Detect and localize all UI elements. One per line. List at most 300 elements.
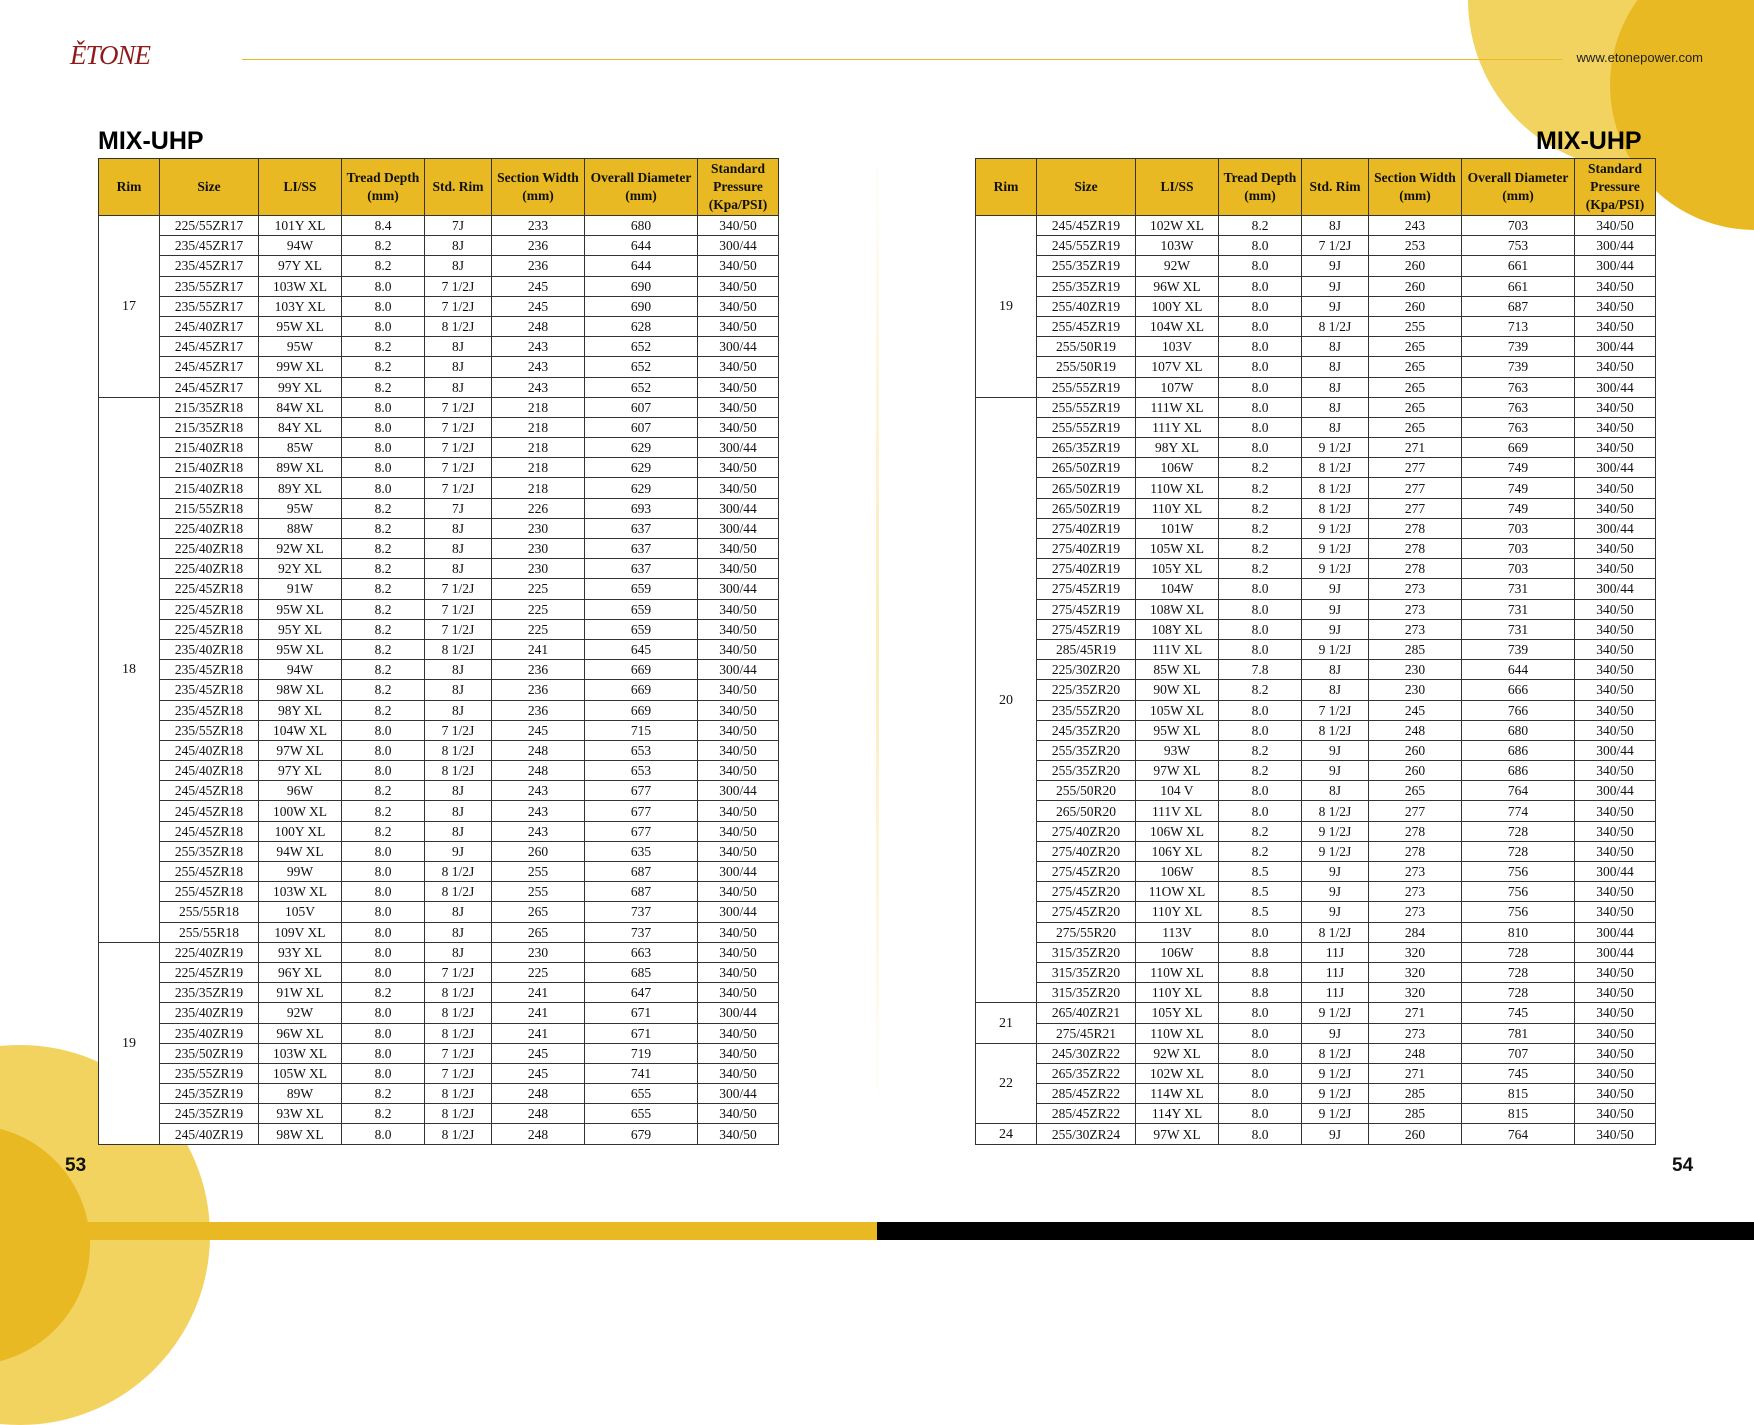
section-width-cell: 245: [492, 720, 585, 740]
table-row: [99, 296, 779, 316]
overall-diameter-cell: 713: [1462, 316, 1575, 336]
std-rim-cell: 8J: [425, 922, 492, 942]
pressure-cell: 340/50: [1575, 296, 1656, 316]
tread-depth-cell: 8.0: [1219, 1104, 1302, 1124]
pressure-cell: 340/50: [1575, 983, 1656, 1003]
section-width-cell: 248: [1369, 720, 1462, 740]
table-row: [976, 1084, 1656, 1104]
section-width-cell: 218: [492, 417, 585, 437]
table-row: [99, 942, 779, 962]
section-width-cell: 260: [1369, 296, 1462, 316]
tread-depth-cell: 8.2: [342, 680, 425, 700]
table-row: [99, 559, 779, 579]
size-cell: 225/30ZR20: [1037, 660, 1136, 680]
li-ss-cell: 96W XL: [259, 1023, 342, 1043]
li-ss-cell: 94W XL: [259, 841, 342, 861]
section-width-cell: 236: [492, 660, 585, 680]
std-rim-cell: 9 1/2J: [1302, 821, 1369, 841]
section-width-cell: 245: [492, 296, 585, 316]
li-ss-cell: 114W XL: [1136, 1084, 1219, 1104]
li-ss-cell: 101W: [1136, 518, 1219, 538]
std-rim-cell: 8 1/2J: [425, 1104, 492, 1124]
li-ss-cell: 97W XL: [1136, 761, 1219, 781]
tread-depth-cell: 8.0: [1219, 256, 1302, 276]
pressure-cell: 340/50: [1575, 1124, 1656, 1144]
pressure-cell: 340/50: [1575, 539, 1656, 559]
pressure-cell: 340/50: [698, 922, 779, 942]
overall-diameter-cell: 663: [585, 942, 698, 962]
table-row: [99, 619, 779, 639]
tread-depth-cell: 8.2: [342, 801, 425, 821]
pressure-cell: 300/44: [1575, 337, 1656, 357]
table-row: [976, 821, 1656, 841]
rim-cell: 20: [976, 397, 1037, 1003]
li-ss-cell: 99W: [259, 862, 342, 882]
size-cell: 255/35ZR20: [1037, 740, 1136, 760]
size-cell: 225/45ZR18: [160, 619, 259, 639]
size-cell: 275/40ZR19: [1037, 539, 1136, 559]
overall-diameter-cell: 686: [1462, 740, 1575, 760]
std-rim-cell: 9J: [1302, 862, 1369, 882]
section-width-cell: 284: [1369, 922, 1462, 942]
tread-depth-cell: 8.5: [1219, 882, 1302, 902]
tread-depth-cell: 8.2: [1219, 761, 1302, 781]
tread-depth-cell: 8.0: [1219, 639, 1302, 659]
overall-diameter-cell: 739: [1462, 357, 1575, 377]
section-width-cell: 271: [1369, 1063, 1462, 1083]
pressure-cell: 340/50: [698, 619, 779, 639]
overall-diameter-cell: 728: [1462, 821, 1575, 841]
overall-diameter-cell: 741: [585, 1063, 698, 1083]
size-cell: 225/40ZR18: [160, 539, 259, 559]
table-row: [99, 417, 779, 437]
col-header-size: Size: [1037, 159, 1136, 216]
tread-depth-cell: 8.0: [342, 1003, 425, 1023]
li-ss-cell: 103W: [1136, 236, 1219, 256]
overall-diameter-cell: 655: [585, 1104, 698, 1124]
table-row: [976, 639, 1656, 659]
size-cell: 235/45ZR18: [160, 680, 259, 700]
tread-depth-cell: 8.0: [342, 942, 425, 962]
li-ss-cell: 106Y XL: [1136, 841, 1219, 861]
section-width-cell: 260: [1369, 761, 1462, 781]
pressure-cell: 340/50: [1575, 417, 1656, 437]
section-width-cell: 285: [1369, 1084, 1462, 1104]
table-row: [976, 599, 1656, 619]
tread-depth-cell: 8.2: [342, 256, 425, 276]
li-ss-cell: 103Y XL: [259, 296, 342, 316]
li-ss-cell: 111W XL: [1136, 397, 1219, 417]
tread-depth-cell: 8.0: [342, 478, 425, 498]
table-row: [976, 357, 1656, 377]
overall-diameter-cell: 644: [585, 256, 698, 276]
overall-diameter-cell: 815: [1462, 1104, 1575, 1124]
pressure-cell: 340/50: [1575, 902, 1656, 922]
li-ss-cell: 92Y XL: [259, 559, 342, 579]
overall-diameter-cell: 637: [585, 559, 698, 579]
size-cell: 315/35ZR20: [1037, 942, 1136, 962]
li-ss-cell: 91W: [259, 579, 342, 599]
tread-depth-cell: 8.0: [1219, 276, 1302, 296]
std-rim-cell: 7 1/2J: [425, 276, 492, 296]
tread-depth-cell: 8.2: [342, 337, 425, 357]
overall-diameter-cell: 671: [585, 1003, 698, 1023]
overall-diameter-cell: 607: [585, 397, 698, 417]
pressure-cell: 340/50: [698, 841, 779, 861]
tread-depth-cell: 8.2: [342, 599, 425, 619]
li-ss-cell: 108Y XL: [1136, 619, 1219, 639]
col-header-standard-pressure: Standard Pressure (Kpa/PSI): [698, 159, 779, 216]
section-width-cell: 243: [1369, 216, 1462, 236]
table-row: [976, 539, 1656, 559]
li-ss-cell: 91W XL: [259, 983, 342, 1003]
size-cell: 275/45ZR20: [1037, 862, 1136, 882]
table-row: [99, 660, 779, 680]
table-row: [976, 720, 1656, 740]
table-row: [99, 216, 779, 236]
std-rim-cell: 9 1/2J: [1302, 639, 1369, 659]
li-ss-cell: 98Y XL: [1136, 438, 1219, 458]
section-width-cell: 236: [492, 256, 585, 276]
table-row: [99, 740, 779, 760]
rim-cell: 24: [976, 1124, 1037, 1144]
li-ss-cell: 92W XL: [259, 539, 342, 559]
pressure-cell: 300/44: [698, 1084, 779, 1104]
size-cell: 255/40ZR19: [1037, 296, 1136, 316]
section-width-cell: 260: [1369, 256, 1462, 276]
section-width-cell: 225: [492, 579, 585, 599]
table-row: [976, 841, 1656, 861]
table-row: [976, 660, 1656, 680]
std-rim-cell: 8 1/2J: [425, 1003, 492, 1023]
table-header-row: [99, 159, 779, 216]
pressure-cell: 340/50: [1575, 397, 1656, 417]
pressure-cell: 340/50: [698, 821, 779, 841]
section-width-cell: 278: [1369, 559, 1462, 579]
overall-diameter-cell: 707: [1462, 1043, 1575, 1063]
table-row: [99, 983, 779, 1003]
size-cell: 275/55R20: [1037, 922, 1136, 942]
table-body: [976, 216, 1656, 1145]
overall-diameter-cell: 764: [1462, 1124, 1575, 1144]
std-rim-cell: 9J: [1302, 1023, 1369, 1043]
table-row: [976, 1003, 1656, 1023]
li-ss-cell: 105Y XL: [1136, 559, 1219, 579]
section-width-cell: 248: [492, 740, 585, 760]
tread-depth-cell: 8.0: [1219, 417, 1302, 437]
li-ss-cell: 106W: [1136, 458, 1219, 478]
overall-diameter-cell: 749: [1462, 498, 1575, 518]
li-ss-cell: 113V: [1136, 922, 1219, 942]
overall-diameter-cell: 629: [585, 478, 698, 498]
section-width-cell: 225: [492, 962, 585, 982]
section-width-cell: 236: [492, 680, 585, 700]
overall-diameter-cell: 690: [585, 296, 698, 316]
std-rim-cell: 8J: [425, 781, 492, 801]
table-row: [976, 1043, 1656, 1063]
li-ss-cell: 98W XL: [259, 1124, 342, 1144]
table-row: [976, 337, 1656, 357]
std-rim-cell: 9J: [425, 841, 492, 861]
section-width-cell: 273: [1369, 902, 1462, 922]
std-rim-cell: 9J: [1302, 902, 1369, 922]
tread-depth-cell: 8.2: [1219, 559, 1302, 579]
overall-diameter-cell: 669: [585, 660, 698, 680]
pressure-cell: 340/50: [1575, 599, 1656, 619]
li-ss-cell: 99W XL: [259, 357, 342, 377]
tread-depth-cell: 8.0: [1219, 579, 1302, 599]
li-ss-cell: 107V XL: [1136, 357, 1219, 377]
tread-depth-cell: 8.2: [342, 821, 425, 841]
tread-depth-cell: 8.0: [1219, 700, 1302, 720]
size-cell: 215/35ZR18: [160, 397, 259, 417]
section-width-cell: 255: [1369, 316, 1462, 336]
li-ss-cell: 11OW XL: [1136, 882, 1219, 902]
pressure-cell: 300/44: [698, 438, 779, 458]
overall-diameter-cell: 669: [1462, 438, 1575, 458]
std-rim-cell: 8 1/2J: [1302, 316, 1369, 336]
overall-diameter-cell: 703: [1462, 518, 1575, 538]
section-width-cell: 243: [492, 821, 585, 841]
li-ss-cell: 105W XL: [1136, 700, 1219, 720]
table-row: [976, 740, 1656, 760]
tread-depth-cell: 8.8: [1219, 962, 1302, 982]
table-row: [976, 781, 1656, 801]
size-cell: 245/40ZR18: [160, 740, 259, 760]
std-rim-cell: 7 1/2J: [425, 478, 492, 498]
li-ss-cell: 99Y XL: [259, 377, 342, 397]
section-width-cell: 243: [492, 781, 585, 801]
li-ss-cell: 110Y XL: [1136, 498, 1219, 518]
overall-diameter-cell: 728: [1462, 983, 1575, 1003]
overall-diameter-cell: 687: [1462, 296, 1575, 316]
li-ss-cell: 89Y XL: [259, 478, 342, 498]
table-row: [99, 882, 779, 902]
std-rim-cell: 8J: [425, 518, 492, 538]
li-ss-cell: 93Y XL: [259, 942, 342, 962]
section-width-cell: 225: [492, 599, 585, 619]
tread-depth-cell: 8.0: [1219, 357, 1302, 377]
pressure-cell: 340/50: [698, 962, 779, 982]
table-row: [976, 518, 1656, 538]
tread-depth-cell: 8.2: [1219, 539, 1302, 559]
pressure-cell: 340/50: [698, 276, 779, 296]
overall-diameter-cell: 659: [585, 579, 698, 599]
overall-diameter-cell: 644: [585, 236, 698, 256]
overall-diameter-cell: 728: [1462, 841, 1575, 861]
std-rim-cell: 8J: [425, 801, 492, 821]
section-width-cell: 241: [492, 639, 585, 659]
tread-depth-cell: 8.0: [342, 1023, 425, 1043]
overall-diameter-cell: 756: [1462, 862, 1575, 882]
rim-cell: 21: [976, 1003, 1037, 1043]
overall-diameter-cell: 652: [585, 377, 698, 397]
pressure-cell: 340/50: [698, 256, 779, 276]
section-width-cell: 245: [1369, 700, 1462, 720]
std-rim-cell: 8 1/2J: [425, 862, 492, 882]
table-row: [99, 438, 779, 458]
li-ss-cell: 108W XL: [1136, 599, 1219, 619]
tread-depth-cell: 8.2: [342, 518, 425, 538]
li-ss-cell: 96Y XL: [259, 962, 342, 982]
overall-diameter-cell: 669: [585, 680, 698, 700]
pressure-cell: 340/50: [1575, 559, 1656, 579]
std-rim-cell: 9J: [1302, 761, 1369, 781]
size-cell: 255/45ZR18: [160, 882, 259, 902]
std-rim-cell: 9J: [1302, 256, 1369, 276]
overall-diameter-cell: 671: [585, 1023, 698, 1043]
section-width-cell: 253: [1369, 236, 1462, 256]
pressure-cell: 340/50: [698, 458, 779, 478]
li-ss-cell: 104W: [1136, 579, 1219, 599]
tread-depth-cell: 8.2: [342, 1104, 425, 1124]
table-row: [976, 438, 1656, 458]
tread-depth-cell: 8.0: [1219, 922, 1302, 942]
std-rim-cell: 9J: [1302, 1124, 1369, 1144]
pressure-cell: 340/50: [1575, 1084, 1656, 1104]
pressure-cell: 300/44: [698, 518, 779, 538]
std-rim-cell: 8J: [425, 377, 492, 397]
table-row: [99, 539, 779, 559]
col-header-overall-diameter: Overall Diameter (mm): [1462, 159, 1575, 216]
pressure-cell: 340/50: [698, 801, 779, 821]
overall-diameter-cell: 763: [1462, 417, 1575, 437]
overall-diameter-cell: 653: [585, 740, 698, 760]
std-rim-cell: 7 1/2J: [425, 579, 492, 599]
tread-depth-cell: 8.2: [1219, 680, 1302, 700]
overall-diameter-cell: 749: [1462, 458, 1575, 478]
section-width-cell: 248: [492, 1084, 585, 1104]
size-cell: 235/40ZR19: [160, 1003, 259, 1023]
tread-depth-cell: 8.2: [342, 1084, 425, 1104]
pressure-cell: 340/50: [698, 942, 779, 962]
std-rim-cell: 8J: [425, 902, 492, 922]
std-rim-cell: 8J: [1302, 417, 1369, 437]
table-row: [976, 761, 1656, 781]
tread-depth-cell: 8.0: [1219, 337, 1302, 357]
section-width-cell: 278: [1369, 821, 1462, 841]
overall-diameter-cell: 659: [585, 619, 698, 639]
size-cell: 255/55R18: [160, 902, 259, 922]
size-cell: 255/35ZR19: [1037, 256, 1136, 276]
tread-depth-cell: 8.2: [1219, 498, 1302, 518]
header-rule: [242, 59, 1562, 60]
page-number-right: 54: [1672, 1155, 1694, 1176]
li-ss-cell: 89W XL: [259, 458, 342, 478]
pressure-cell: 340/50: [1575, 478, 1656, 498]
std-rim-cell: 8 1/2J: [1302, 498, 1369, 518]
li-ss-cell: 105W XL: [1136, 539, 1219, 559]
std-rim-cell: 8J: [425, 680, 492, 700]
overall-diameter-cell: 739: [1462, 337, 1575, 357]
pressure-cell: 340/50: [698, 740, 779, 760]
pressure-cell: 300/44: [698, 660, 779, 680]
table-row: [976, 478, 1656, 498]
tread-depth-cell: 8.0: [1219, 1023, 1302, 1043]
overall-diameter-cell: 677: [585, 781, 698, 801]
pressure-cell: 340/50: [698, 983, 779, 1003]
pressure-cell: 340/50: [1575, 357, 1656, 377]
li-ss-cell: 105V: [259, 902, 342, 922]
pressure-cell: 340/50: [698, 761, 779, 781]
table-row: [99, 1104, 779, 1124]
std-rim-cell: 7 1/2J: [425, 417, 492, 437]
pressure-cell: 340/50: [1575, 841, 1656, 861]
section-width-cell: 233: [492, 216, 585, 236]
table-row: [976, 397, 1656, 417]
std-rim-cell: 7 1/2J: [1302, 236, 1369, 256]
size-cell: 265/40ZR21: [1037, 1003, 1136, 1023]
table-row: [976, 801, 1656, 821]
pressure-cell: 300/44: [698, 498, 779, 518]
std-rim-cell: 8J: [425, 700, 492, 720]
tread-depth-cell: 8.2: [342, 377, 425, 397]
rim-cell: 18: [99, 397, 160, 942]
table-row: [99, 599, 779, 619]
table-row: [99, 1023, 779, 1043]
std-rim-cell: 8J: [425, 337, 492, 357]
section-width-cell: 320: [1369, 962, 1462, 982]
std-rim-cell: 9 1/2J: [1302, 1104, 1369, 1124]
section-width-cell: 248: [492, 1104, 585, 1124]
std-rim-cell: 9 1/2J: [1302, 1063, 1369, 1083]
size-cell: 245/35ZR19: [160, 1084, 259, 1104]
section-width-cell: 265: [1369, 781, 1462, 801]
tread-depth-cell: 8.0: [342, 841, 425, 861]
pressure-cell: 300/44: [1575, 458, 1656, 478]
col-header-section-width: Section Width (mm): [1369, 159, 1462, 216]
size-cell: 245/45ZR18: [160, 821, 259, 841]
std-rim-cell: 8J: [425, 942, 492, 962]
section-width-cell: 277: [1369, 498, 1462, 518]
size-cell: 245/55ZR19: [1037, 236, 1136, 256]
overall-diameter-cell: 774: [1462, 801, 1575, 821]
section-title-right: MIX-UHP: [1536, 127, 1642, 155]
pressure-cell: 340/50: [1575, 720, 1656, 740]
table-row: [99, 498, 779, 518]
section-width-cell: 243: [492, 357, 585, 377]
size-cell: 235/45ZR17: [160, 256, 259, 276]
col-header-standard-pressure: Standard Pressure (Kpa/PSI): [1575, 159, 1656, 216]
li-ss-cell: 96W XL: [1136, 276, 1219, 296]
overall-diameter-cell: 629: [585, 458, 698, 478]
li-ss-cell: 100Y XL: [259, 821, 342, 841]
std-rim-cell: 8J: [1302, 377, 1369, 397]
size-cell: 275/45ZR19: [1037, 579, 1136, 599]
size-cell: 275/45ZR20: [1037, 882, 1136, 902]
table-row: [99, 761, 779, 781]
section-width-cell: 320: [1369, 942, 1462, 962]
pressure-cell: 340/50: [1575, 316, 1656, 336]
size-cell: 255/35ZR19: [1037, 276, 1136, 296]
li-ss-cell: 84W XL: [259, 397, 342, 417]
table-row: [99, 377, 779, 397]
website-url[interactable]: www.etonepower.com: [1576, 50, 1703, 65]
tread-depth-cell: 8.0: [1219, 1063, 1302, 1083]
pressure-cell: 340/50: [698, 559, 779, 579]
size-cell: 215/40ZR18: [160, 478, 259, 498]
table-row: [976, 922, 1656, 942]
pressure-cell: 300/44: [1575, 579, 1656, 599]
col-header-tread-depth: Tread Depth (mm): [342, 159, 425, 216]
section-width-cell: 273: [1369, 619, 1462, 639]
pressure-cell: 340/50: [1575, 619, 1656, 639]
tread-depth-cell: 8.0: [342, 862, 425, 882]
std-rim-cell: 8J: [425, 821, 492, 841]
size-cell: 245/45ZR17: [160, 357, 259, 377]
section-width-cell: 285: [1369, 639, 1462, 659]
pressure-cell: 340/50: [698, 1063, 779, 1083]
